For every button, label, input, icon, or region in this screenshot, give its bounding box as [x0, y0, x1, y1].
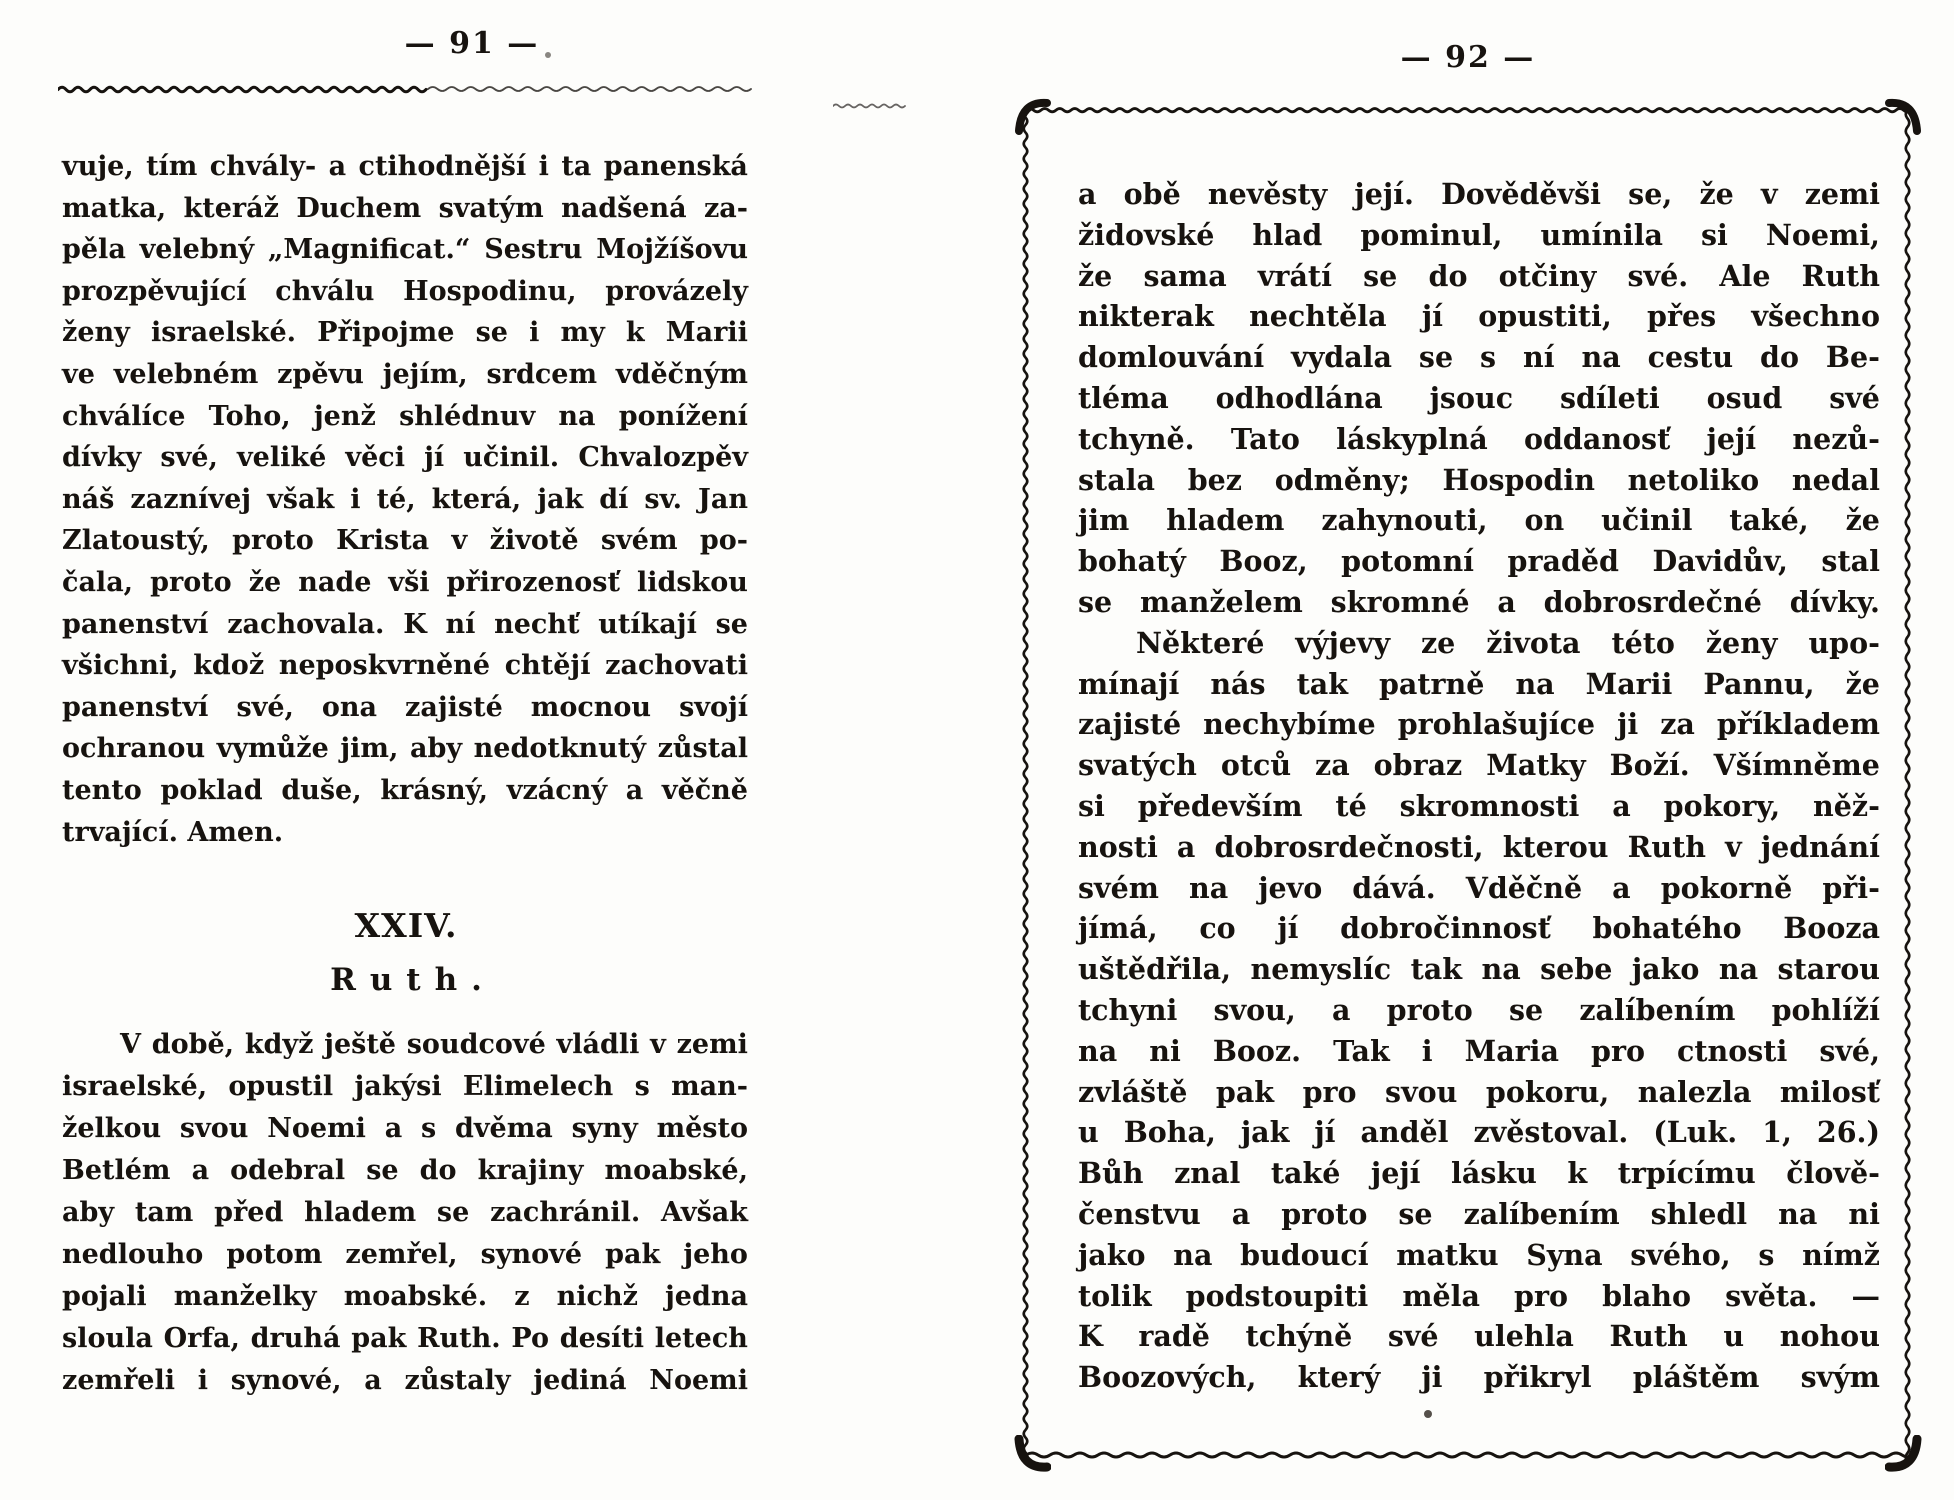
frame-border-right [1901, 110, 1917, 1460]
text-line: K radě tchýně své ulehla Ruth u nohou [1078, 1319, 1880, 1354]
text-line: svém na jevo dává. Vděčně a pokorně při- [1078, 870, 1880, 905]
text-line: pěla velebný „Magnificat.“ Sestru Mojžíšovu [62, 234, 748, 266]
text-line: tento poklad duše, krásný, vzácný a věčně [62, 774, 748, 806]
text-line: si především té skromnosti a pokory, něž- [1078, 788, 1880, 823]
text-line: tolik podstoupiti měla pro blaho světa. — [1078, 1278, 1880, 1313]
text-line: aby tam před hladem se zachránil. Avšak [62, 1197, 748, 1228]
text-line: bohatý Booz, potomní praděd Davidův, stal [1078, 544, 1880, 579]
text-line: zemřeli i synové, a zůstaly jediná Noemi [62, 1365, 748, 1396]
chapter-title: Ruth. [330, 962, 496, 998]
text-line: pojali manželky moabské. z nichž jedna [62, 1281, 748, 1312]
text-line: trvající. Amen. [62, 816, 284, 848]
text-line: Boozových, který ji přikryl pláštěm svým [1078, 1360, 1880, 1395]
text-line: Bůh znal také její lásku k trpícímu člově- [1078, 1156, 1880, 1191]
text-line: Zlatoustý, proto Krista v životě svém po- [62, 525, 748, 557]
frame-border-bottom [1026, 1448, 1910, 1466]
text-line: se manželem skromné a dobrosrdečné dívky. [1078, 584, 1880, 619]
text-line: na ni Booz. Tak i Maria pro ctnosti své, [1078, 1033, 1880, 1068]
text-line: domlouvání vydala se s ní na cestu do Be- [1078, 340, 1880, 375]
text-line: israelské, opustil jakýsi Elimelech s man- [62, 1071, 748, 1102]
text-line: ženy israelské. Připojme se i my k Marii [62, 317, 748, 349]
text-line: prozpěvující chválu Hospodinu, provázely [62, 275, 748, 307]
text-line: náš zaznívej však i té, která, jak dí sv. Jan [62, 483, 748, 515]
text-line: stala bez odměny; Hospodin netoliko nedal [1078, 462, 1880, 497]
corner-flourish-bottom-left [1011, 1435, 1051, 1475]
text-line: mínají nás tak patrně na Marii Pannu, že [1078, 666, 1880, 701]
text-line: že sama vrátí se do otčiny své. Ale Ruth [1078, 258, 1880, 293]
text-line: a obě nevěsty její. Dověděvši se, že v zemi [1078, 177, 1880, 211]
ink-speck [1424, 1410, 1432, 1418]
corner-flourish-top-left [1011, 95, 1051, 135]
text-line: panenství své, ona zajisté mocnou svojí [62, 691, 748, 723]
text-line: Některé výjevy ze života této ženy upo- [1136, 625, 1880, 660]
text-line: všichni, kdož neposkvrněné chtějí zachovati [62, 650, 748, 682]
text-line: zajisté nechybíme prohlašujíce ji za příkladem [1078, 707, 1880, 742]
text-line: tléma odhodlána jsouc sdíleti osud své [1078, 380, 1880, 415]
frame-border-top [1026, 104, 1910, 120]
text-line: vuje, tím chvály- a ctihodnější i ta panenská [62, 151, 748, 182]
text-line: uštědřila, nemyslíc tak na sebe jako na starou [1078, 952, 1880, 987]
text-line: čala, proto že nade vši přirozenosť lidskou [62, 566, 748, 598]
text-line: panenství zachovala. K ní nechť utíkají se [62, 608, 748, 640]
page-number-92: — 92 — [1400, 40, 1536, 75]
text-line: nedlouho potom zemřel, synové pak jeho [62, 1239, 748, 1270]
paragraph-block [1078, 174, 1880, 1398]
text-line: u Boha, jak jí anděl zvěstoval. (Luk. 1, 26.) [1078, 1115, 1880, 1150]
text-line: jako na budoucí matku Syna svého, s nímž [1078, 1237, 1880, 1272]
text-line: ve velebném zpěvu jejím, srdcem vděčným [62, 358, 748, 390]
text-line: V době, když ještě soudcové vládli v zemi [120, 1029, 748, 1060]
text-line: sloula Orfa, druhá pak Ruth. Po desíti letech [62, 1323, 748, 1354]
text-line: čenstvu a proto se zalíbením shledl na ni [1078, 1196, 1880, 1231]
text-line: tchyně. Tato láskyplná oddanosť její nezů- [1078, 421, 1880, 456]
text-line: jim hladem zahynouti, on učinil také, že [1078, 503, 1880, 538]
paragraph-block-top [62, 146, 748, 853]
text-line: svatých otců za obraz Matky Boží. Všímněme [1078, 748, 1880, 783]
text-line: nikterak nechtěla jí opustiti, přes všechno [1078, 299, 1880, 334]
text-line: chválíce Toho, jenž shlédnuv na ponížení [62, 400, 748, 432]
ink-speck [545, 52, 551, 58]
corner-flourish-bottom-right [1885, 1435, 1925, 1475]
paragraph-block-bottom [62, 1024, 748, 1402]
text-line: želkou svou Noemi a s dvěma syny město [62, 1113, 748, 1144]
text-line: dívky své, veliké věci jí učinil. Chvalozpěv [62, 442, 748, 474]
page-number-91: — 91 — [404, 26, 540, 61]
text-line: ochranou vymůže jim, aby nedotknutý zůstal [62, 733, 748, 765]
wavy-rule [58, 82, 752, 100]
text-line: zvláště pak pro svou pokoru, nalezla milosť [1078, 1074, 1880, 1109]
text-line: matka, kteráž Duchem svatým nadšená za- [62, 192, 748, 224]
chapter-number: XXIV. [354, 906, 458, 945]
text-line: jímá, co jí dobročinnosť bohatého Booza [1078, 911, 1880, 946]
frame-border-left [1019, 110, 1035, 1460]
corner-flourish-top-right [1885, 95, 1925, 135]
text-line: Betlém a odebral se do krajiny moabské, [62, 1155, 748, 1186]
wavy-rule-fragment [833, 100, 913, 116]
text-line: židovské hlad pominul, umínila si Noemi, [1078, 217, 1880, 252]
text-line: nosti a dobrosrdečnosti, kterou Ruth v jednání [1078, 829, 1880, 864]
text-line: tchyni svou, a proto se zalíbením pohlíží [1078, 992, 1880, 1027]
